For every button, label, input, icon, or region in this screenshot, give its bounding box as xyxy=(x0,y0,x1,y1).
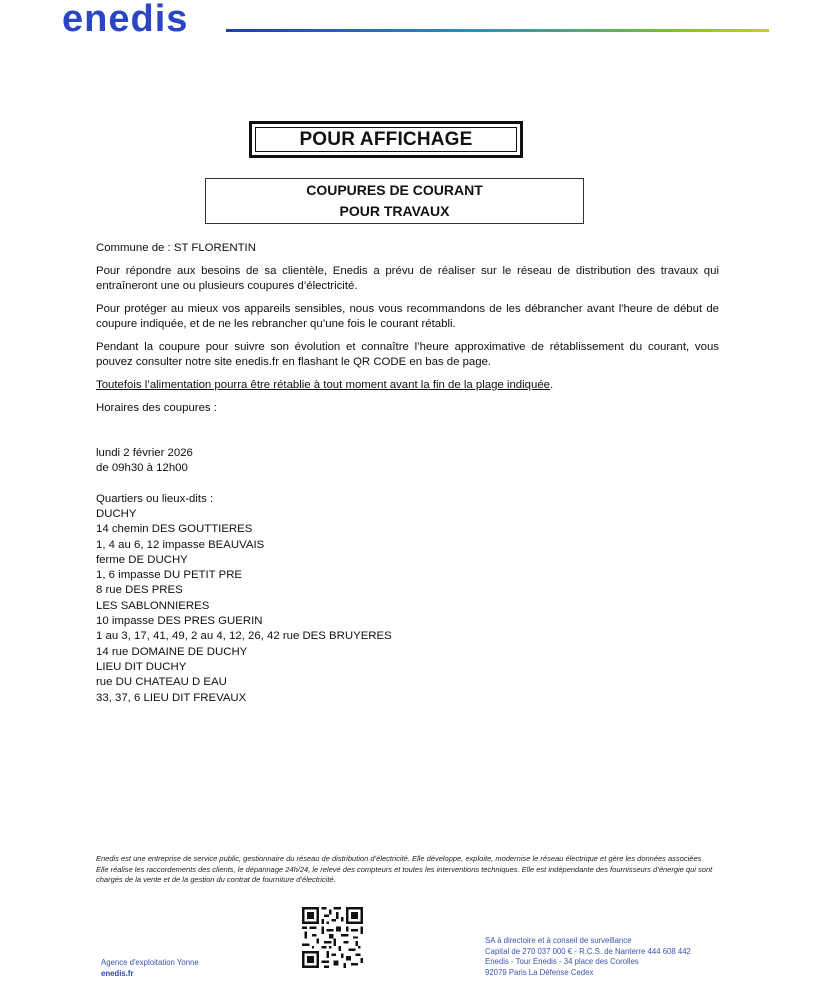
list-item: 14 chemin DES GOUTTIERES xyxy=(96,523,253,536)
warning-line xyxy=(96,378,719,393)
locations-list xyxy=(96,507,719,706)
paragraph-3: Pendant la coupure pour suivre son évolution et connaître l’heure approximative de rétablissement du courant, vous pouvez consulter notre site enedis.fr en flashant le QR CODE en bas de page. xyxy=(96,341,719,369)
list-item: 1, 4 au 6, 12 impasse BEAUVAIS xyxy=(96,538,265,551)
list-item: rue DU CHATEAU D EAU xyxy=(96,676,227,689)
svg-text:enedis: enedis xyxy=(62,0,189,36)
list-item: 33, 37, 6 LIEU DIT FREVAUX xyxy=(96,691,247,704)
list-item: 8 rue DES PRES xyxy=(96,584,183,597)
list-item: ferme DE DUCHY xyxy=(96,553,188,566)
company-line4: 92079 Paris La Défense Cedex xyxy=(485,967,594,977)
company-line2: Capital de 270 037 000 € - R.C.S. de Nanterre 444 608 442 xyxy=(485,946,691,956)
legal-notice: Enedis est une entreprise de service public, gestionnaire du réseau de distribution d’électricité. Elle développe, exploite, modernise le réseau électrique et gère les données associées. Elle réalise les raccordements des clients, le dépannage 24h/24, le relevé des compteurs et toutes les interventions techniques. Elle est indépendante des fournisseurs d’énergie qui sont chargés de la vente et de la gestion du contrat de fourniture d’électricité. xyxy=(96,854,713,885)
warning-period: . xyxy=(550,379,554,391)
list-item: LIEU DIT DUCHY xyxy=(96,660,187,673)
company-line3: Enedis - Tour Enedis - 34 place des Corolles xyxy=(485,957,639,966)
subtitle-line2: POUR TRAVAUX xyxy=(339,203,450,219)
company-info xyxy=(485,936,691,978)
header-divider xyxy=(226,29,769,32)
list-item: LES SABLONNIERES xyxy=(96,599,210,612)
title-box xyxy=(249,121,523,158)
subtitle-line1: COUPURES DE COURANT xyxy=(306,182,483,198)
schedule-label: Horaires des coupures : xyxy=(96,402,217,414)
list-item: 1, 6 impasse DU PETIT PRE xyxy=(96,569,243,582)
subtitle-box xyxy=(205,178,584,224)
list-item: 10 impasse DES PRES GUERIN xyxy=(96,615,263,628)
list-item: 1 au 3, 17, 41, 49, 2 au 4, 12, 26, 42 rue DES BRUYERES xyxy=(96,630,392,643)
company-line1: SA à directoire et à conseil de surveillance xyxy=(485,936,632,945)
agency-name: Agence d'exploitation Yonne xyxy=(101,958,199,967)
agency-block xyxy=(101,958,199,979)
locations-label: Quartiers ou lieux-dits : xyxy=(96,493,214,505)
paragraph-1: Pour répondre aux besoins de sa clientèle, Enedis a prévu de réaliser sur le réseau de distribution des travaux qui entraîneront une ou plusieurs coupures d’électricité. xyxy=(96,265,719,293)
commune-line: Commune de : ST FLORENTIN xyxy=(96,242,256,254)
paragraph-2: Pour protéger au mieux vos appareils sensibles, nous vous recommandons de les débrancher avant l'heure de début de coupure indiquée, et de ne les rebrancher qu’une fois le courant rétabli. xyxy=(96,303,719,331)
list-item: 14 rue DOMAINE DE DUCHY xyxy=(96,645,248,658)
qr-code-icon[interactable] xyxy=(302,907,363,968)
agency-website-link[interactable]: enedis.fr xyxy=(101,968,134,978)
list-item: DUCHY xyxy=(96,508,137,520)
enedis-logo xyxy=(62,0,220,36)
outage-date: lundi 2 février 2026 xyxy=(96,447,193,459)
outage-time: de 09h30 à 12h00 xyxy=(96,462,188,474)
warning-text: Toutefois l’alimentation pourra être rétablie à tout moment avant la fin de la plage indiquée xyxy=(96,379,551,391)
page-title: POUR AFFICHAGE xyxy=(255,127,517,152)
